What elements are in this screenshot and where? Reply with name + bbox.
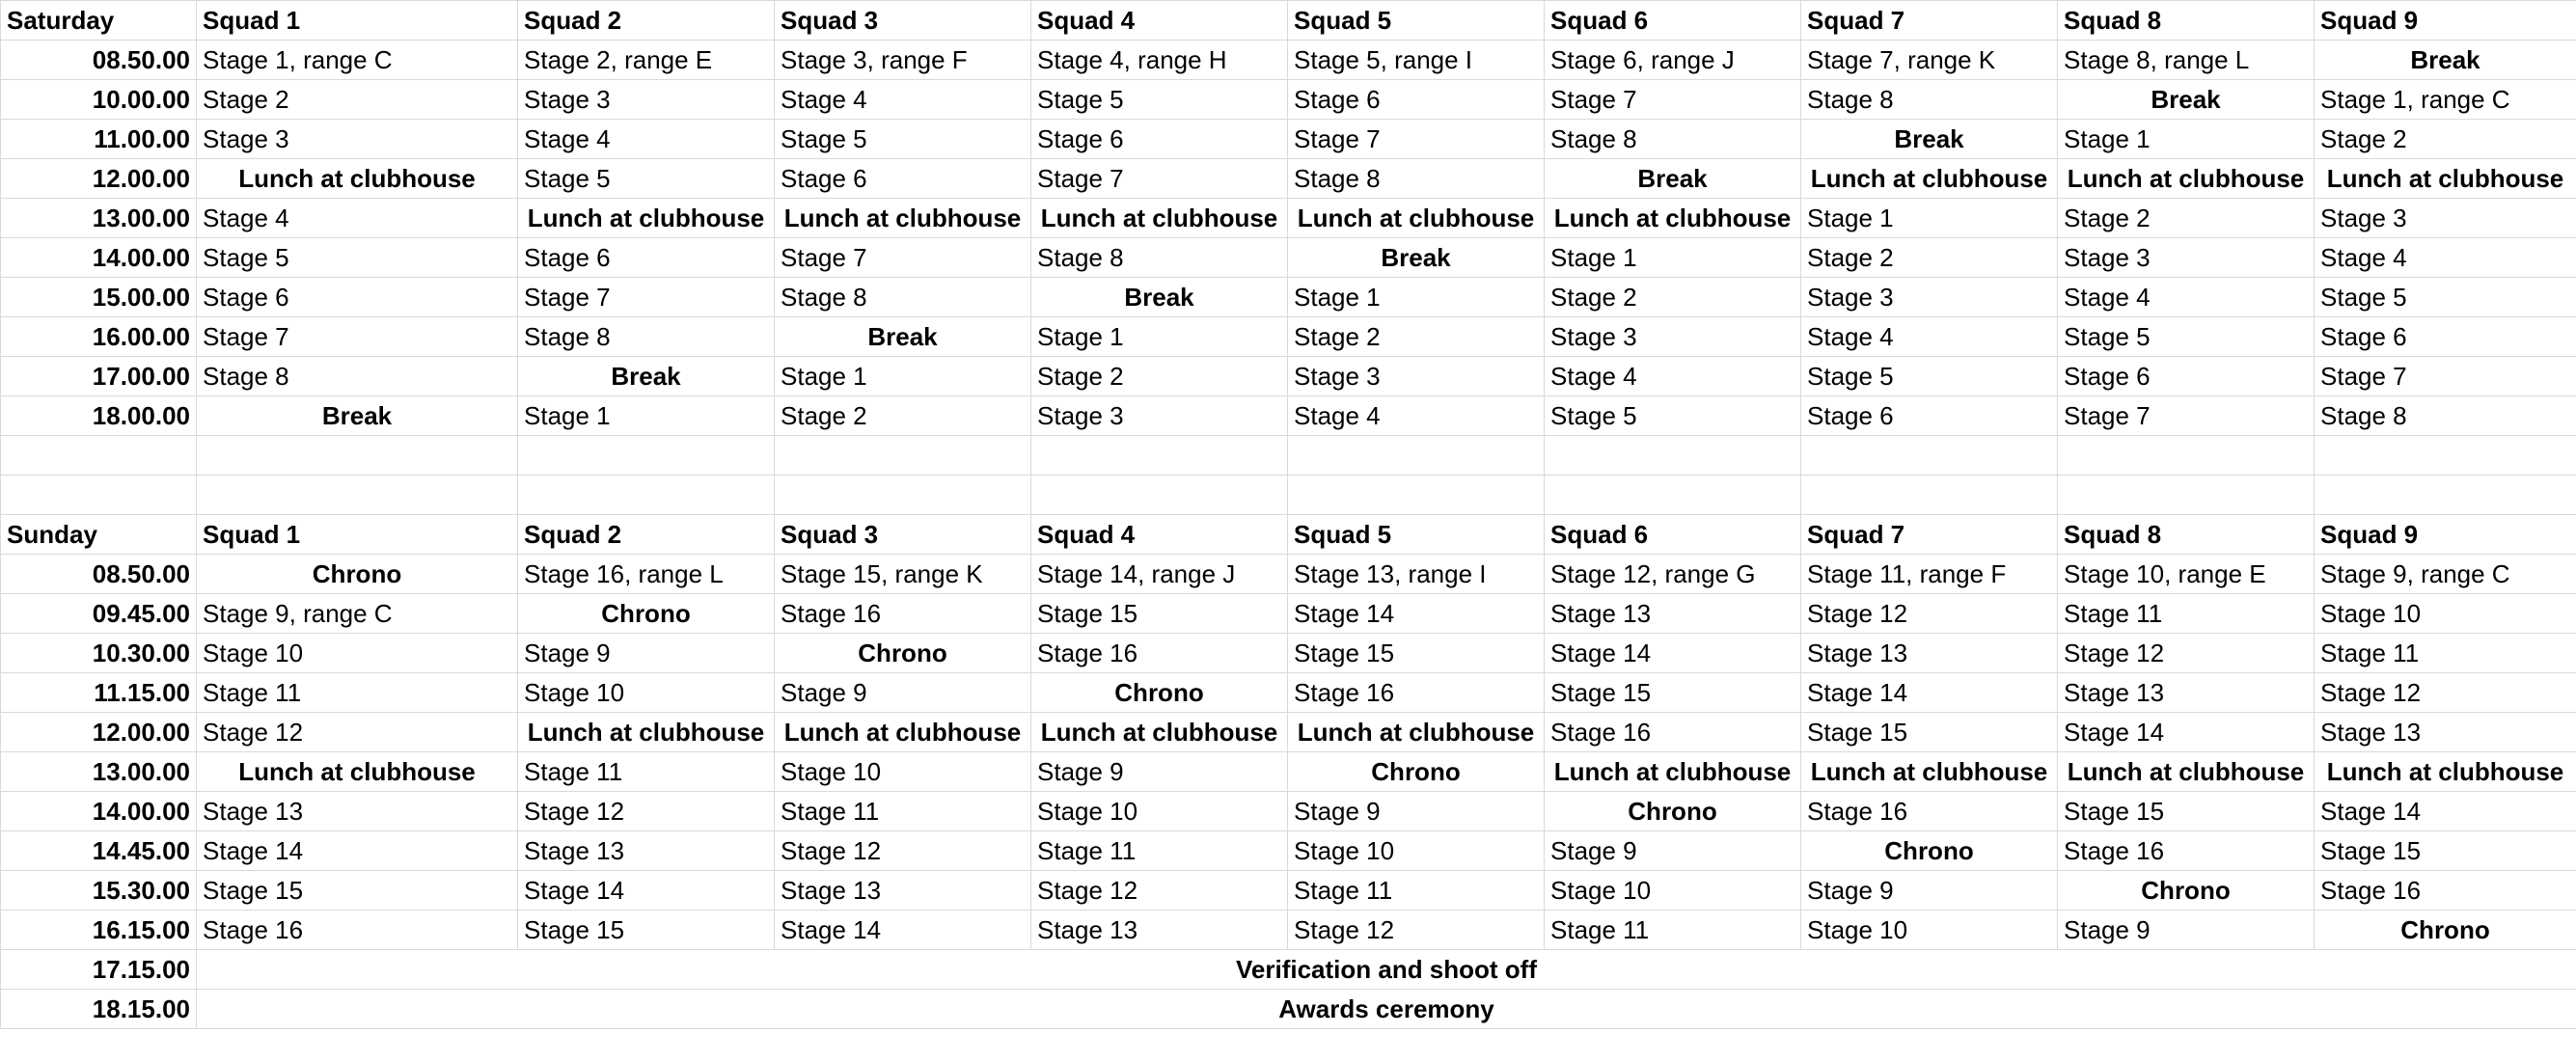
schedule-cell[interactable]: Stage 2	[1288, 317, 1545, 357]
schedule-cell[interactable]: Stage 14	[197, 831, 518, 871]
schedule-body	[1, 1, 2576, 1029]
schedule-cell[interactable]: Stage 4	[775, 80, 1031, 120]
schedule-cell[interactable]: Lunch at clubhouse	[2058, 159, 2315, 199]
time-cell[interactable]: 10.00.00	[1, 80, 197, 120]
schedule-cell[interactable]: Stage 9	[1545, 831, 1801, 871]
schedule-cell[interactable]: Stage 12	[1801, 594, 2058, 634]
schedule-cell[interactable]: Stage 10	[1288, 831, 1545, 871]
squad-header-9[interactable]: Squad 9	[2315, 1, 2576, 41]
schedule-cell[interactable]: Stage 8	[1801, 80, 2058, 120]
schedule-cell[interactable]: Lunch at clubhouse	[2315, 159, 2576, 199]
schedule-cell[interactable]: Lunch at clubhouse	[1801, 159, 2058, 199]
schedule-cell[interactable]: Stage 14	[775, 911, 1031, 950]
schedule-cell[interactable]: Stage 5	[2058, 317, 2315, 357]
schedule-cell[interactable]: Stage 3, range F	[775, 41, 1031, 80]
squad-header-1[interactable]: Squad 1	[197, 515, 518, 555]
schedule-cell[interactable]: Lunch at clubhouse	[1031, 199, 1288, 238]
squad-header-4[interactable]: Squad 4	[1031, 515, 1288, 555]
schedule-cell[interactable]: Stage 16	[2315, 871, 2576, 911]
saturday-header-row	[1, 1, 2576, 41]
table-row	[1, 634, 2576, 673]
schedule-cell[interactable]: Stage 2	[197, 80, 518, 120]
schedule-cell[interactable]: Break	[518, 357, 775, 396]
squad-header-3[interactable]: Squad 3	[775, 1, 1031, 41]
schedule-cell[interactable]: Chrono	[518, 594, 775, 634]
schedule-cell[interactable]: Stage 4	[1801, 317, 2058, 357]
schedule-cell[interactable]: Stage 1, range C	[2315, 80, 2576, 120]
schedule-cell[interactable]: Stage 15	[1545, 673, 1801, 713]
schedule-cell[interactable]: Stage 5	[1031, 80, 1288, 120]
time-cell[interactable]: 11.00.00	[1, 120, 197, 159]
schedule-cell[interactable]: Stage 4	[2315, 238, 2576, 278]
schedule-cell[interactable]: Stage 2	[775, 396, 1031, 436]
empty-cell[interactable]	[2058, 476, 2315, 515]
time-cell[interactable]: 13.00.00	[1, 752, 197, 792]
schedule-cell[interactable]: Stage 10	[1031, 792, 1288, 831]
table-row	[1, 594, 2576, 634]
schedule-cell[interactable]: Stage 14	[1288, 594, 1545, 634]
schedule-cell[interactable]: Stage 4	[197, 199, 518, 238]
schedule-cell[interactable]: Lunch at clubhouse	[1545, 199, 1801, 238]
schedule-cell[interactable]: Stage 11	[197, 673, 518, 713]
schedule-cell[interactable]: Stage 10	[1545, 871, 1801, 911]
schedule-cell[interactable]: Stage 11	[775, 792, 1031, 831]
squad-header-7[interactable]: Squad 7	[1801, 1, 2058, 41]
schedule-cell[interactable]: Stage 6	[2058, 357, 2315, 396]
schedule-cell[interactable]: Stage 9	[775, 673, 1031, 713]
empty-cell[interactable]	[1031, 436, 1288, 476]
time-cell[interactable]: 15.00.00	[1, 278, 197, 317]
schedule-cell[interactable]: Break	[1288, 238, 1545, 278]
table-row	[1, 713, 2576, 752]
schedule-cell[interactable]: Stage 6	[1288, 80, 1545, 120]
schedule-cell[interactable]: Stage 10	[1801, 911, 2058, 950]
schedule-cell[interactable]: Stage 11	[1288, 871, 1545, 911]
empty-cell[interactable]	[518, 476, 775, 515]
table-row	[1, 317, 2576, 357]
table-row	[1, 673, 2576, 713]
squad-header-5[interactable]: Squad 5	[1288, 1, 1545, 41]
schedule-cell[interactable]: Chrono	[2058, 871, 2315, 911]
schedule-cell[interactable]: Stage 11	[518, 752, 775, 792]
schedule-cell[interactable]: Stage 12	[518, 792, 775, 831]
time-cell[interactable]: 09.45.00	[1, 594, 197, 634]
empty-cell[interactable]	[2315, 476, 2576, 515]
time-cell[interactable]: 12.00.00	[1, 713, 197, 752]
schedule-cell[interactable]: Stage 1	[1545, 238, 1801, 278]
table-row	[1, 831, 2576, 871]
schedule-cell[interactable]: Stage 9	[1288, 792, 1545, 831]
schedule-cell[interactable]: Lunch at clubhouse	[775, 199, 1031, 238]
schedule-cell[interactable]: Stage 7	[197, 317, 518, 357]
schedule-cell[interactable]: Stage 1	[775, 357, 1031, 396]
schedule-cell[interactable]: Stage 3	[1288, 357, 1545, 396]
schedule-cell[interactable]: Stage 8	[775, 278, 1031, 317]
squad-header-8[interactable]: Squad 8	[2058, 515, 2315, 555]
schedule-cell[interactable]: Stage 16	[197, 911, 518, 950]
schedule-cell[interactable]: Stage 2	[1031, 357, 1288, 396]
empty-cell[interactable]	[1801, 476, 2058, 515]
time-cell[interactable]: 14.00.00	[1, 238, 197, 278]
empty-row	[1, 476, 2576, 515]
schedule-cell[interactable]: Stage 9	[2058, 911, 2315, 950]
schedule-cell[interactable]: Stage 2	[1545, 278, 1801, 317]
squad-header-1[interactable]: Squad 1	[197, 1, 518, 41]
table-row	[1, 555, 2576, 594]
table-row	[1, 278, 2576, 317]
time-cell[interactable]: 10.30.00	[1, 634, 197, 673]
squad-header-4[interactable]: Squad 4	[1031, 1, 1288, 41]
schedule-cell[interactable]: Stage 14	[1545, 634, 1801, 673]
footer-row	[1, 990, 2576, 1029]
squad-header-7[interactable]: Squad 7	[1801, 515, 2058, 555]
schedule-cell[interactable]: Stage 7	[1031, 159, 1288, 199]
schedule-cell[interactable]: Stage 5	[197, 238, 518, 278]
schedule-cell[interactable]: Stage 15	[1801, 713, 2058, 752]
schedule-cell[interactable]: Stage 16	[1288, 673, 1545, 713]
schedule-cell[interactable]: Stage 9	[518, 634, 775, 673]
time-cell[interactable]: 15.30.00	[1, 871, 197, 911]
sunday-day-label[interactable]: Sunday	[1, 515, 197, 555]
sunday-header-row	[1, 515, 2576, 555]
empty-cell[interactable]	[1545, 476, 1801, 515]
schedule-cell[interactable]: Stage 16	[1031, 634, 1288, 673]
empty-cell[interactable]	[197, 476, 518, 515]
schedule-cell[interactable]: Break	[1545, 159, 1801, 199]
schedule-cell[interactable]: Stage 1, range C	[197, 41, 518, 80]
schedule-cell[interactable]: Break	[2315, 41, 2576, 80]
time-cell[interactable]: 13.00.00	[1, 199, 197, 238]
schedule-cell[interactable]: Stage 4	[1545, 357, 1801, 396]
schedule-cell[interactable]: Stage 1	[2058, 120, 2315, 159]
schedule-cell[interactable]: Stage 11	[1031, 831, 1288, 871]
schedule-cell[interactable]: Stage 8, range L	[2058, 41, 2315, 80]
empty-cell[interactable]	[1801, 436, 2058, 476]
schedule-cell[interactable]: Stage 14	[518, 871, 775, 911]
time-cell[interactable]: 14.45.00	[1, 831, 197, 871]
table-row	[1, 41, 2576, 80]
schedule-cell[interactable]: Stage 12, range G	[1545, 555, 1801, 594]
table-row	[1, 752, 2576, 792]
empty-cell[interactable]	[1288, 476, 1545, 515]
schedule-cell[interactable]: Stage 1	[1288, 278, 1545, 317]
schedule-cell[interactable]: Stage 5, range I	[1288, 41, 1545, 80]
schedule-cell[interactable]: Lunch at clubhouse	[1288, 199, 1545, 238]
schedule-cell[interactable]: Lunch at clubhouse	[197, 752, 518, 792]
schedule-cell[interactable]: Break	[775, 317, 1031, 357]
schedule-cell[interactable]: Stage 16, range L	[518, 555, 775, 594]
schedule-cell[interactable]: Stage 7	[518, 278, 775, 317]
schedule-cell[interactable]: Stage 1	[1801, 199, 2058, 238]
schedule-cell[interactable]: Stage 15	[2058, 792, 2315, 831]
schedule-cell[interactable]: Stage 6	[1031, 120, 1288, 159]
time-cell[interactable]: 12.00.00	[1, 159, 197, 199]
schedule-cell[interactable]: Stage 12	[775, 831, 1031, 871]
schedule-cell[interactable]: Stage 6	[518, 238, 775, 278]
schedule-cell[interactable]: Stage 15	[197, 871, 518, 911]
schedule-cell[interactable]: Stage 9	[1031, 752, 1288, 792]
schedule-cell[interactable]: Stage 3	[1801, 278, 2058, 317]
schedule-cell[interactable]: Lunch at clubhouse	[1288, 713, 1545, 752]
schedule-cell[interactable]: Stage 5	[775, 120, 1031, 159]
table-row	[1, 911, 2576, 950]
schedule-cell[interactable]: Stage 15	[1031, 594, 1288, 634]
schedule-cell[interactable]: Stage 7, range K	[1801, 41, 2058, 80]
schedule-cell[interactable]: Stage 13, range I	[1288, 555, 1545, 594]
squad-header-6[interactable]: Squad 6	[1545, 515, 1801, 555]
schedule-cell[interactable]: Stage 13	[1545, 594, 1801, 634]
schedule-cell[interactable]: Stage 5	[1801, 357, 2058, 396]
schedule-cell[interactable]: Stage 2	[2315, 120, 2576, 159]
squad-header-2[interactable]: Squad 2	[518, 515, 775, 555]
schedule-cell[interactable]: Lunch at clubhouse	[1031, 713, 1288, 752]
schedule-cell[interactable]: Chrono	[1545, 792, 1801, 831]
schedule-cell[interactable]: Stage 5	[2315, 278, 2576, 317]
schedule-cell[interactable]: Stage 14	[1801, 673, 2058, 713]
schedule-cell[interactable]: Stage 15	[2315, 831, 2576, 871]
schedule-cell[interactable]: Break	[2058, 80, 2315, 120]
empty-row	[1, 436, 2576, 476]
saturday-day-label[interactable]: Saturday	[1, 1, 197, 41]
schedule-cell[interactable]: Stage 8	[518, 317, 775, 357]
table-row	[1, 792, 2576, 831]
schedule-cell[interactable]: Stage 8	[1031, 238, 1288, 278]
schedule-cell[interactable]: Stage 13	[775, 871, 1031, 911]
merged-event-cell[interactable]: Awards ceremony	[197, 990, 2576, 1029]
schedule-cell[interactable]: Stage 13	[1801, 634, 2058, 673]
schedule-cell[interactable]: Stage 2, range E	[518, 41, 775, 80]
empty-cell[interactable]	[2315, 436, 2576, 476]
schedule-cell[interactable]: Stage 16	[775, 594, 1031, 634]
empty-cell[interactable]	[2058, 436, 2315, 476]
schedule-cell[interactable]: Break	[197, 396, 518, 436]
schedule-cell[interactable]: Stage 8	[2315, 396, 2576, 436]
schedule-cell[interactable]: Stage 16	[1545, 713, 1801, 752]
empty-cell[interactable]	[1, 436, 197, 476]
schedule-cell[interactable]: Stage 3	[2058, 238, 2315, 278]
schedule-cell[interactable]: Stage 3	[2315, 199, 2576, 238]
schedule-cell[interactable]: Stage 15	[518, 911, 775, 950]
empty-cell[interactable]	[1031, 476, 1288, 515]
time-cell[interactable]: 18.00.00	[1, 396, 197, 436]
schedule-cell[interactable]: Stage 2	[2058, 199, 2315, 238]
schedule-cell[interactable]: Stage 8	[1288, 159, 1545, 199]
schedule-cell[interactable]: Lunch at clubhouse	[2058, 752, 2315, 792]
schedule-cell[interactable]: Stage 7	[2058, 396, 2315, 436]
schedule-cell[interactable]: Stage 7	[775, 238, 1031, 278]
table-row	[1, 871, 2576, 911]
schedule-cell[interactable]: Stage 11	[2058, 594, 2315, 634]
schedule-cell[interactable]: Stage 14	[2315, 792, 2576, 831]
schedule-cell[interactable]: Stage 1	[518, 396, 775, 436]
schedule-cell[interactable]: Stage 3	[518, 80, 775, 120]
schedule-cell[interactable]: Stage 11, range F	[1801, 555, 2058, 594]
schedule-cell[interactable]: Stage 9	[1801, 871, 2058, 911]
schedule-cell[interactable]: Stage 3	[1545, 317, 1801, 357]
schedule-cell[interactable]: Stage 3	[197, 120, 518, 159]
schedule-cell[interactable]: Stage 11	[2315, 634, 2576, 673]
schedule-cell[interactable]: Chrono	[775, 634, 1031, 673]
schedule-cell[interactable]: Stage 6	[775, 159, 1031, 199]
schedule-cell[interactable]: Chrono	[1288, 752, 1545, 792]
schedule-cell[interactable]: Stage 5	[1545, 396, 1801, 436]
squad-header-8[interactable]: Squad 8	[2058, 1, 2315, 41]
schedule-cell[interactable]: Stage 10	[2315, 594, 2576, 634]
schedule-cell[interactable]: Stage 16	[2058, 831, 2315, 871]
time-cell[interactable]: 14.00.00	[1, 792, 197, 831]
schedule-cell[interactable]: Stage 1	[1031, 317, 1288, 357]
footer-row	[1, 950, 2576, 990]
time-cell[interactable]: 16.15.00	[1, 911, 197, 950]
schedule-cell[interactable]: Stage 10	[197, 634, 518, 673]
schedule-cell[interactable]: Chrono	[2315, 911, 2576, 950]
schedule-cell[interactable]: Stage 15, range K	[775, 555, 1031, 594]
schedule-cell[interactable]: Stage 6	[2315, 317, 2576, 357]
schedule-cell[interactable]: Lunch at clubhouse	[518, 713, 775, 752]
empty-cell[interactable]	[775, 436, 1031, 476]
squad-header-9[interactable]: Squad 9	[2315, 515, 2576, 555]
schedule-cell[interactable]: Stage 6	[197, 278, 518, 317]
schedule-cell[interactable]: Stage 13	[1031, 911, 1288, 950]
schedule-cell[interactable]: Stage 15	[1288, 634, 1545, 673]
schedule-cell[interactable]: Lunch at clubhouse	[197, 159, 518, 199]
table-row	[1, 120, 2576, 159]
empty-cell[interactable]	[518, 436, 775, 476]
schedule-cell[interactable]: Stage 14, range J	[1031, 555, 1288, 594]
schedule-cell[interactable]: Chrono	[1031, 673, 1288, 713]
schedule-cell[interactable]: Stage 6	[1801, 396, 2058, 436]
table-row	[1, 396, 2576, 436]
empty-cell[interactable]	[1, 476, 197, 515]
empty-cell[interactable]	[1288, 436, 1545, 476]
schedule-cell[interactable]: Stage 4	[2058, 278, 2315, 317]
schedule-cell[interactable]: Stage 8	[197, 357, 518, 396]
schedule-cell[interactable]: Lunch at clubhouse	[518, 199, 775, 238]
schedule-cell[interactable]: Stage 13	[2315, 713, 2576, 752]
schedule-cell[interactable]: Chrono	[1801, 831, 2058, 871]
schedule-cell[interactable]: Stage 13	[2058, 673, 2315, 713]
table-row	[1, 80, 2576, 120]
schedule-cell[interactable]: Lunch at clubhouse	[1545, 752, 1801, 792]
schedule-cell[interactable]: Stage 11	[1545, 911, 1801, 950]
schedule-cell[interactable]: Stage 12	[197, 713, 518, 752]
schedule-cell[interactable]: Break	[1031, 278, 1288, 317]
schedule-cell[interactable]: Stage 4	[1288, 396, 1545, 436]
schedule-cell[interactable]: Stage 9, range C	[2315, 555, 2576, 594]
schedule-cell[interactable]: Stage 13	[197, 792, 518, 831]
empty-cell[interactable]	[1545, 436, 1801, 476]
schedule-cell[interactable]: Break	[1801, 120, 2058, 159]
time-cell[interactable]: 17.00.00	[1, 357, 197, 396]
time-cell[interactable]: 08.50.00	[1, 41, 197, 80]
schedule-cell[interactable]: Stage 14	[2058, 713, 2315, 752]
table-row	[1, 199, 2576, 238]
time-cell[interactable]: 16.00.00	[1, 317, 197, 357]
schedule-cell[interactable]: Stage 12	[1288, 911, 1545, 950]
time-cell[interactable]: 18.15.00	[1, 990, 197, 1029]
squad-header-2[interactable]: Squad 2	[518, 1, 775, 41]
schedule-cell[interactable]: Stage 7	[1545, 80, 1801, 120]
schedule-cell[interactable]: Stage 12	[2058, 634, 2315, 673]
schedule-cell[interactable]: Lunch at clubhouse	[775, 713, 1031, 752]
empty-cell[interactable]	[775, 476, 1031, 515]
schedule-cell[interactable]: Stage 10	[518, 673, 775, 713]
schedule-cell[interactable]: Lunch at clubhouse	[1801, 752, 2058, 792]
schedule-cell[interactable]: Stage 13	[518, 831, 775, 871]
time-cell[interactable]: 08.50.00	[1, 555, 197, 594]
squad-header-3[interactable]: Squad 3	[775, 515, 1031, 555]
table-row	[1, 238, 2576, 278]
schedule-cell[interactable]: Stage 10	[775, 752, 1031, 792]
schedule-cell[interactable]: Stage 6, range J	[1545, 41, 1801, 80]
schedule-cell[interactable]: Chrono	[197, 555, 518, 594]
empty-cell[interactable]	[197, 436, 518, 476]
schedule-cell[interactable]: Lunch at clubhouse	[2315, 752, 2576, 792]
schedule-cell[interactable]: Stage 3	[1031, 396, 1288, 436]
squad-header-5[interactable]: Squad 5	[1288, 515, 1545, 555]
schedule-cell[interactable]: Stage 4	[518, 120, 775, 159]
table-row	[1, 357, 2576, 396]
squad-header-6[interactable]: Squad 6	[1545, 1, 1801, 41]
schedule-cell[interactable]: Stage 4, range H	[1031, 41, 1288, 80]
merged-event-cell[interactable]: Verification and shoot off	[197, 950, 2576, 990]
schedule-cell[interactable]: Stage 5	[518, 159, 775, 199]
time-cell[interactable]: 11.15.00	[1, 673, 197, 713]
schedule-cell[interactable]: Stage 7	[2315, 357, 2576, 396]
schedule-cell[interactable]: Stage 9, range C	[197, 594, 518, 634]
schedule-cell[interactable]: Stage 2	[1801, 238, 2058, 278]
schedule-cell[interactable]: Stage 12	[1031, 871, 1288, 911]
schedule-cell[interactable]: Stage 8	[1545, 120, 1801, 159]
schedule-cell[interactable]: Stage 7	[1288, 120, 1545, 159]
schedule-cell[interactable]: Stage 12	[2315, 673, 2576, 713]
time-cell[interactable]: 17.15.00	[1, 950, 197, 990]
schedule-cell[interactable]: Stage 16	[1801, 792, 2058, 831]
table-row	[1, 159, 2576, 199]
schedule-cell[interactable]: Stage 10, range E	[2058, 555, 2315, 594]
